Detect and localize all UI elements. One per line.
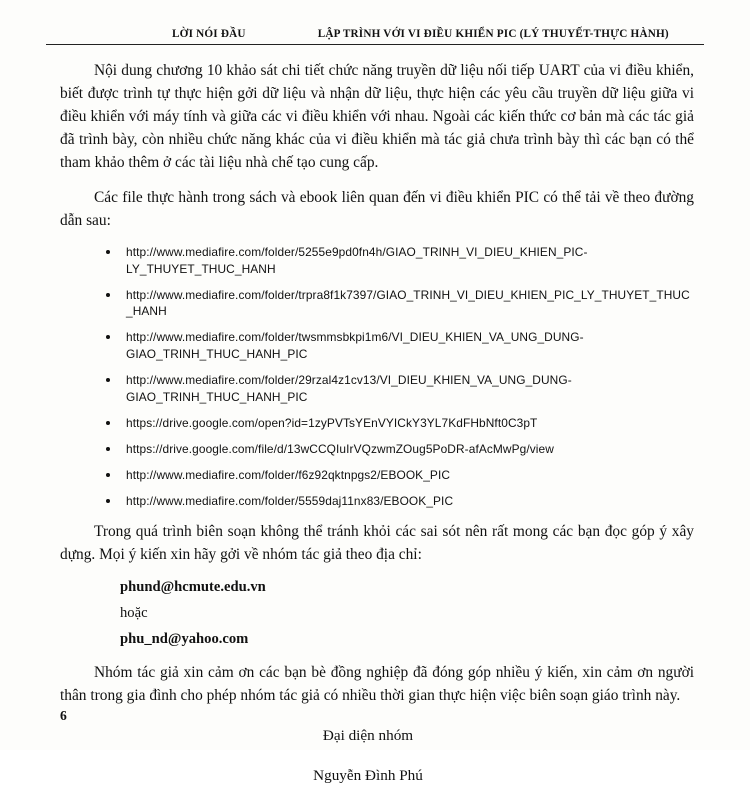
signature-role: Đại diện nhóm xyxy=(322,727,414,745)
list-item[interactable]: http://www.mediafire.com/folder/5559daj11nx83/EBOOK_PIC xyxy=(104,493,694,510)
contact-block xyxy=(60,579,694,648)
header-right-title: LẬP TRÌNH VỚI VI ĐIỀU KHIỂN PIC (LÝ THUYẾT-THỰC HÀNH) xyxy=(317,28,669,40)
paragraph-files: Các file thực hành trong sách và ebook liên quan đến vi điều khiển PIC có thể tải về theo đường dẫn sau: xyxy=(60,188,694,229)
paragraph-thanks: Nhóm tác giả xin cảm ơn các bạn bè đồng nghiệp đã đóng góp nhiều ý kiến, xin cảm ơn người thân trong gia đình cho phép nhóm tác giả có nhiều thời gian thực hiện việc biên soạn giáo trình này. xyxy=(60,663,694,704)
download-link-list xyxy=(60,244,694,510)
list-item[interactable]: http://www.mediafire.com/folder/twsmmsbkpi1m6/VI_DIEU_KHIEN_VA_UNG_DUNG-GIAO_TRINH_THUC_HANH_PIC xyxy=(104,329,694,363)
list-item[interactable]: http://www.mediafire.com/folder/29rzal4z1cv13/VI_DIEU_KHIEN_VA_UNG_DUNG-GIAO_TRINH_THUC_HANH_PIC xyxy=(104,372,694,406)
email-secondary[interactable]: phu_nd@yahoo.com xyxy=(120,630,249,647)
list-item[interactable]: https://drive.google.com/open?id=1zyPVTsYEnVYICkY3YL7KdFHbNft0C3pT xyxy=(104,415,694,432)
list-item[interactable]: http://www.mediafire.com/folder/f6z92qktnpgs2/EBOOK_PIC xyxy=(104,467,694,484)
header-left-title: LỜI NÓI ĐẦU xyxy=(172,28,246,40)
paragraph-feedback: Trong quá trình biên soạn không thể tránh khỏi các sai sót nên rất mong các bạn đọc góp ý xây dựng. Mọi ý kiến xin hãy gởi về nhóm tác giả theo địa chỉ: xyxy=(60,522,694,563)
running-header xyxy=(46,28,704,40)
header-divider xyxy=(46,44,704,45)
paragraph-intro: Nội dung chương 10 khảo sát chi tiết chức năng truyền dữ liệu nối tiếp UART của vi điều khiển, biết được trình tự thực hiện gởi dữ liệu và nhận dữ liệu, thực hiện các yêu cầu truyền dữ liệu giữa vi điều khiển với máy tính và giữa các vi điều khiển với nhau. Ngoài các kiến thức cơ bản mà các tác giả đã trình bày, còn nhiều chức năng khác của vi điều khiển mà tác giả chưa trình bày thì các bạn có thể tham khảo thêm ở các tài liệu nhà chế tạo cung cấp. xyxy=(60,62,694,172)
list-item[interactable]: http://www.mediafire.com/folder/trpra8f1k7397/GIAO_TRINH_VI_DIEU_KHIEN_PIC_LY_THUYET_THUC_HANH xyxy=(104,287,694,321)
signature-name: Nguyễn Đình Phú xyxy=(313,767,423,785)
email-primary[interactable]: phund@hcmute.edu.vn xyxy=(120,578,266,595)
contact-separator: hoặc xyxy=(120,604,148,621)
signature-block xyxy=(60,727,694,785)
page-number: 6 xyxy=(60,708,67,723)
list-item[interactable]: http://www.mediafire.com/folder/5255e9pd0fn4h/GIAO_TRINH_VI_DIEU_KHIEN_PIC-LY_THUYET_THUC_HANH xyxy=(104,244,694,278)
body-text xyxy=(46,59,704,785)
list-item[interactable]: https://drive.google.com/file/d/13wCCQIuIrVQzwmZOug5PoDR-afAcMwPg/view xyxy=(104,441,694,458)
